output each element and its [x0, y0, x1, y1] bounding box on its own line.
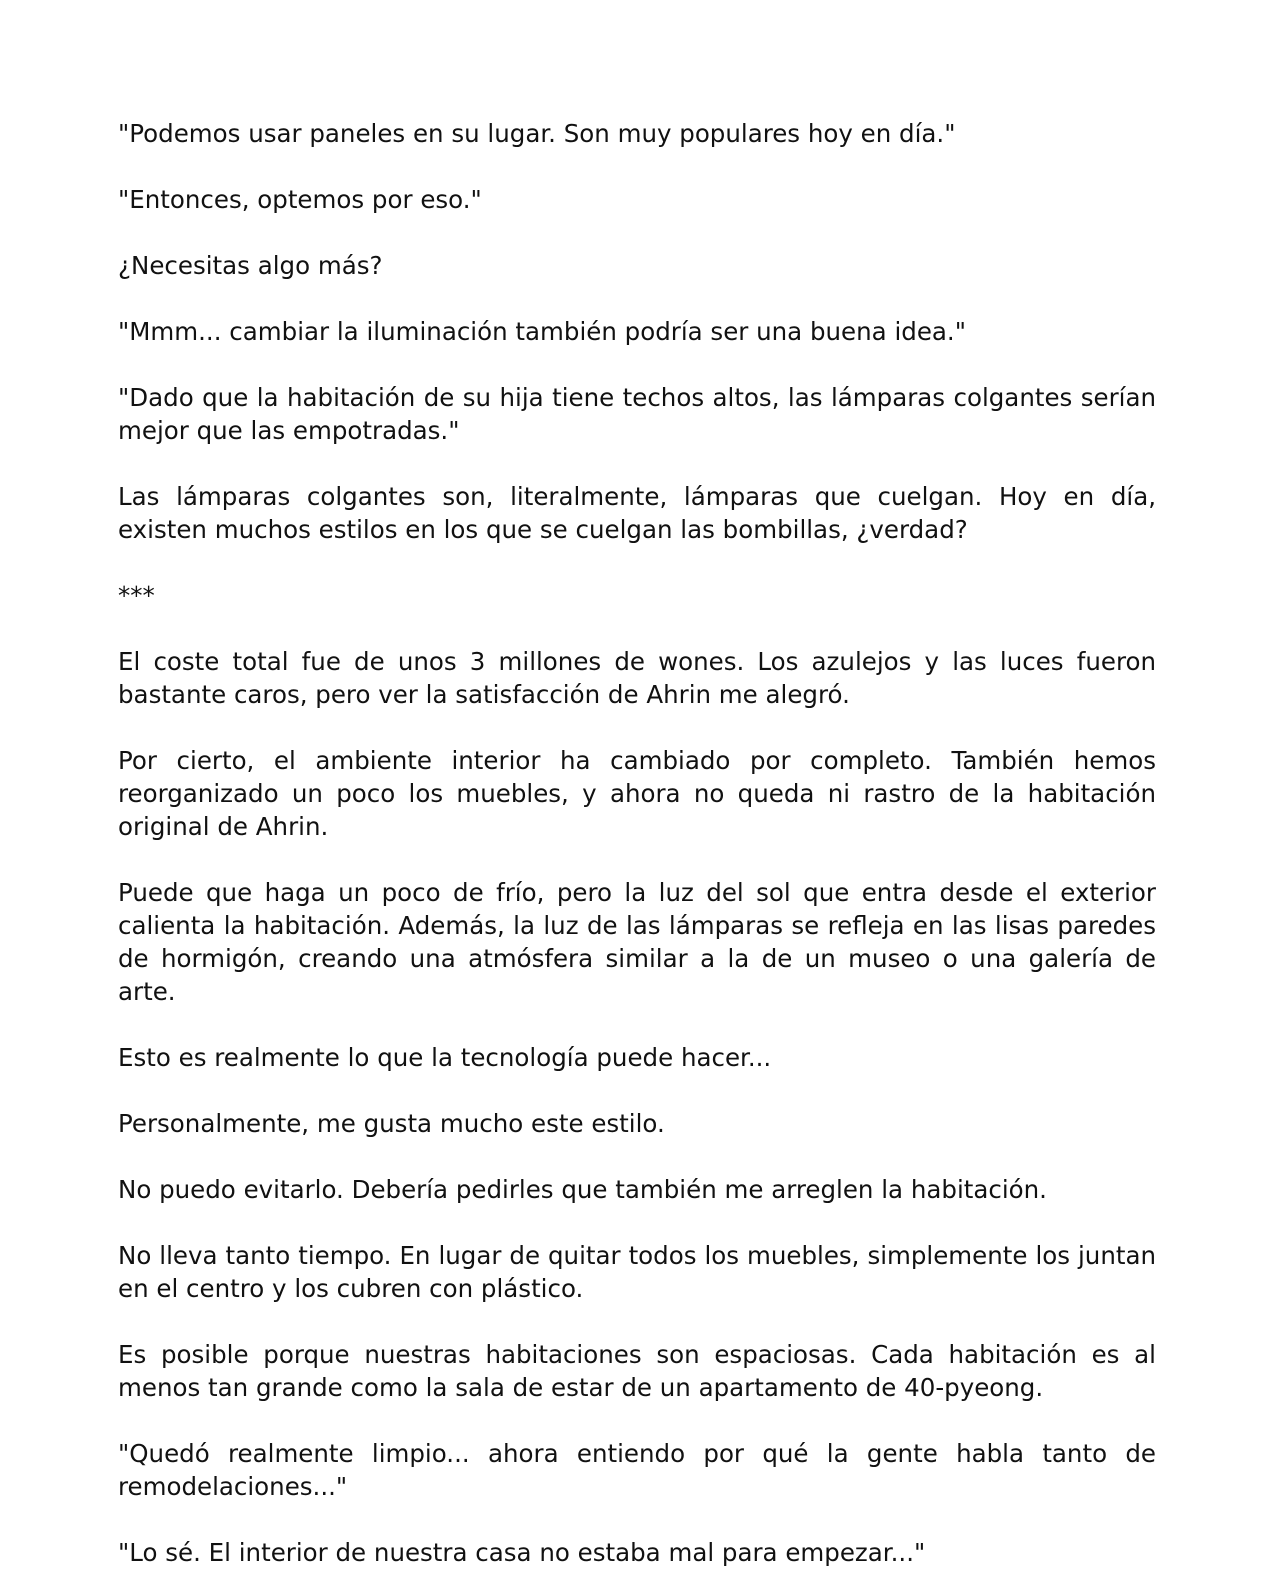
paragraph: "Dado que la habitación de su hija tiene techos altos, las lámparas colgantes serían mejor que las empotradas."	[118, 383, 1156, 445]
paragraph: "Lo sé. El interior de nuestra casa no estaba mal para empezar..."	[118, 1538, 926, 1567]
paragraph: Las lámparas colgantes son, literalmente, lámparas que cuelgan. Hoy en día, existen muchos estilos en los que se cuelgan las bombillas, ¿verdad?	[118, 482, 1156, 544]
paragraph: No lleva tanto tiempo. En lugar de quitar todos los muebles, simplemente los juntan en el centro y los cubren con plástico.	[118, 1241, 1156, 1303]
paragraph: Esto es realmente lo que la tecnología puede hacer...	[118, 1043, 772, 1072]
paragraph: "Mmm... cambiar la iluminación también podría ser una buena idea."	[118, 317, 966, 346]
paragraph: "Quedó realmente limpio... ahora entiendo por qué la gente habla tanto de remodelaciones..."	[118, 1439, 1156, 1501]
paragraph: No puedo evitarlo. Debería pedirles que también me arreglen la habitación.	[118, 1175, 1047, 1204]
paragraph: ¿Necesitas algo más?	[118, 251, 383, 280]
scene-break: ***	[118, 581, 155, 610]
paragraph: Personalmente, me gusta mucho este estilo.	[118, 1109, 665, 1138]
paragraph: Por cierto, el ambiente interior ha cambiado por completo. También hemos reorganizado un poco los muebles, y ahora no queda ni rastro de la habitación original de Ahrin.	[118, 746, 1156, 841]
paragraph: "Entonces, optemos por eso."	[118, 185, 482, 214]
paragraph: El coste total fue de unos 3 millones de wones. Los azulejos y las luces fueron bastante caros, pero ver la satisfacción de Ahrin me alegró.	[118, 647, 1156, 709]
document-page	[118, 117, 1156, 1569]
paragraph: Puede que haga un poco de frío, pero la luz del sol que entra desde el exterior calienta la habitación. Además, la luz de las lámparas se refleja en las lisas paredes de hormigón, creando una atmósfera similar a la de un museo o una galería de arte.	[118, 878, 1156, 1006]
paragraph: "Podemos usar paneles en su lugar. Son muy populares hoy en día."	[118, 119, 956, 148]
paragraph: Es posible porque nuestras habitaciones son espaciosas. Cada habitación es al menos tan grande como la sala de estar de un apartamento de 40-pyeong.	[118, 1340, 1156, 1402]
